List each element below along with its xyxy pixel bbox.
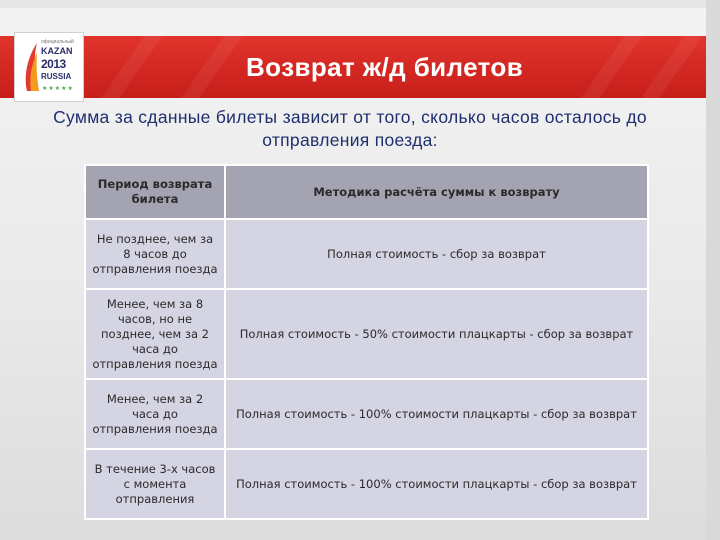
cell-method: Полная стоимость - 100% стоимости плацкарты - сбор за возврат bbox=[225, 379, 648, 449]
cell-period: В течение 3-х часов с момента отправления bbox=[85, 449, 225, 519]
cell-method: Полная стоимость - 50% стоимости плацкарты - сбор за возврат bbox=[225, 289, 648, 379]
table-row bbox=[85, 289, 648, 379]
table-row bbox=[85, 219, 648, 289]
cell-method: Полная стоимость - 100% стоимости плацкарты - сбор за возврат bbox=[225, 449, 648, 519]
logo-small-text: официальный bbox=[41, 39, 74, 45]
slide-title: Возврат ж/д билетов bbox=[246, 52, 524, 82]
header-period: Период возврата билета bbox=[85, 165, 225, 219]
top-border bbox=[0, 0, 720, 8]
logo-year: 2013 bbox=[41, 57, 66, 71]
cell-period: Менее, чем за 8 часов, но не позднее, чем за 2 часа до отправления поезда bbox=[85, 289, 225, 379]
cell-period: Менее, чем за 2 часа до отправления поезда bbox=[85, 379, 225, 449]
refund-rules-table bbox=[84, 164, 649, 520]
table-header-row bbox=[85, 165, 648, 219]
slide-subtitle: Сумма за сданные билеты зависит от того, сколько часов осталось до отправления поезда: bbox=[53, 107, 647, 150]
header-method: Методика расчёта суммы к возврату bbox=[225, 165, 648, 219]
table-row bbox=[85, 379, 648, 449]
cell-period: Не позднее, чем за 8 часов до отправления поезда bbox=[85, 219, 225, 289]
universiade-logo bbox=[14, 32, 84, 102]
cell-method: Полная стоимость - сбор за возврат bbox=[225, 219, 648, 289]
logo-city: KAZAN bbox=[41, 46, 73, 56]
right-border bbox=[706, 0, 720, 540]
table-row bbox=[85, 449, 648, 519]
logo-country: RUSSIA bbox=[41, 72, 72, 81]
logo-stars-icon: ★★★★★ bbox=[42, 85, 74, 92]
